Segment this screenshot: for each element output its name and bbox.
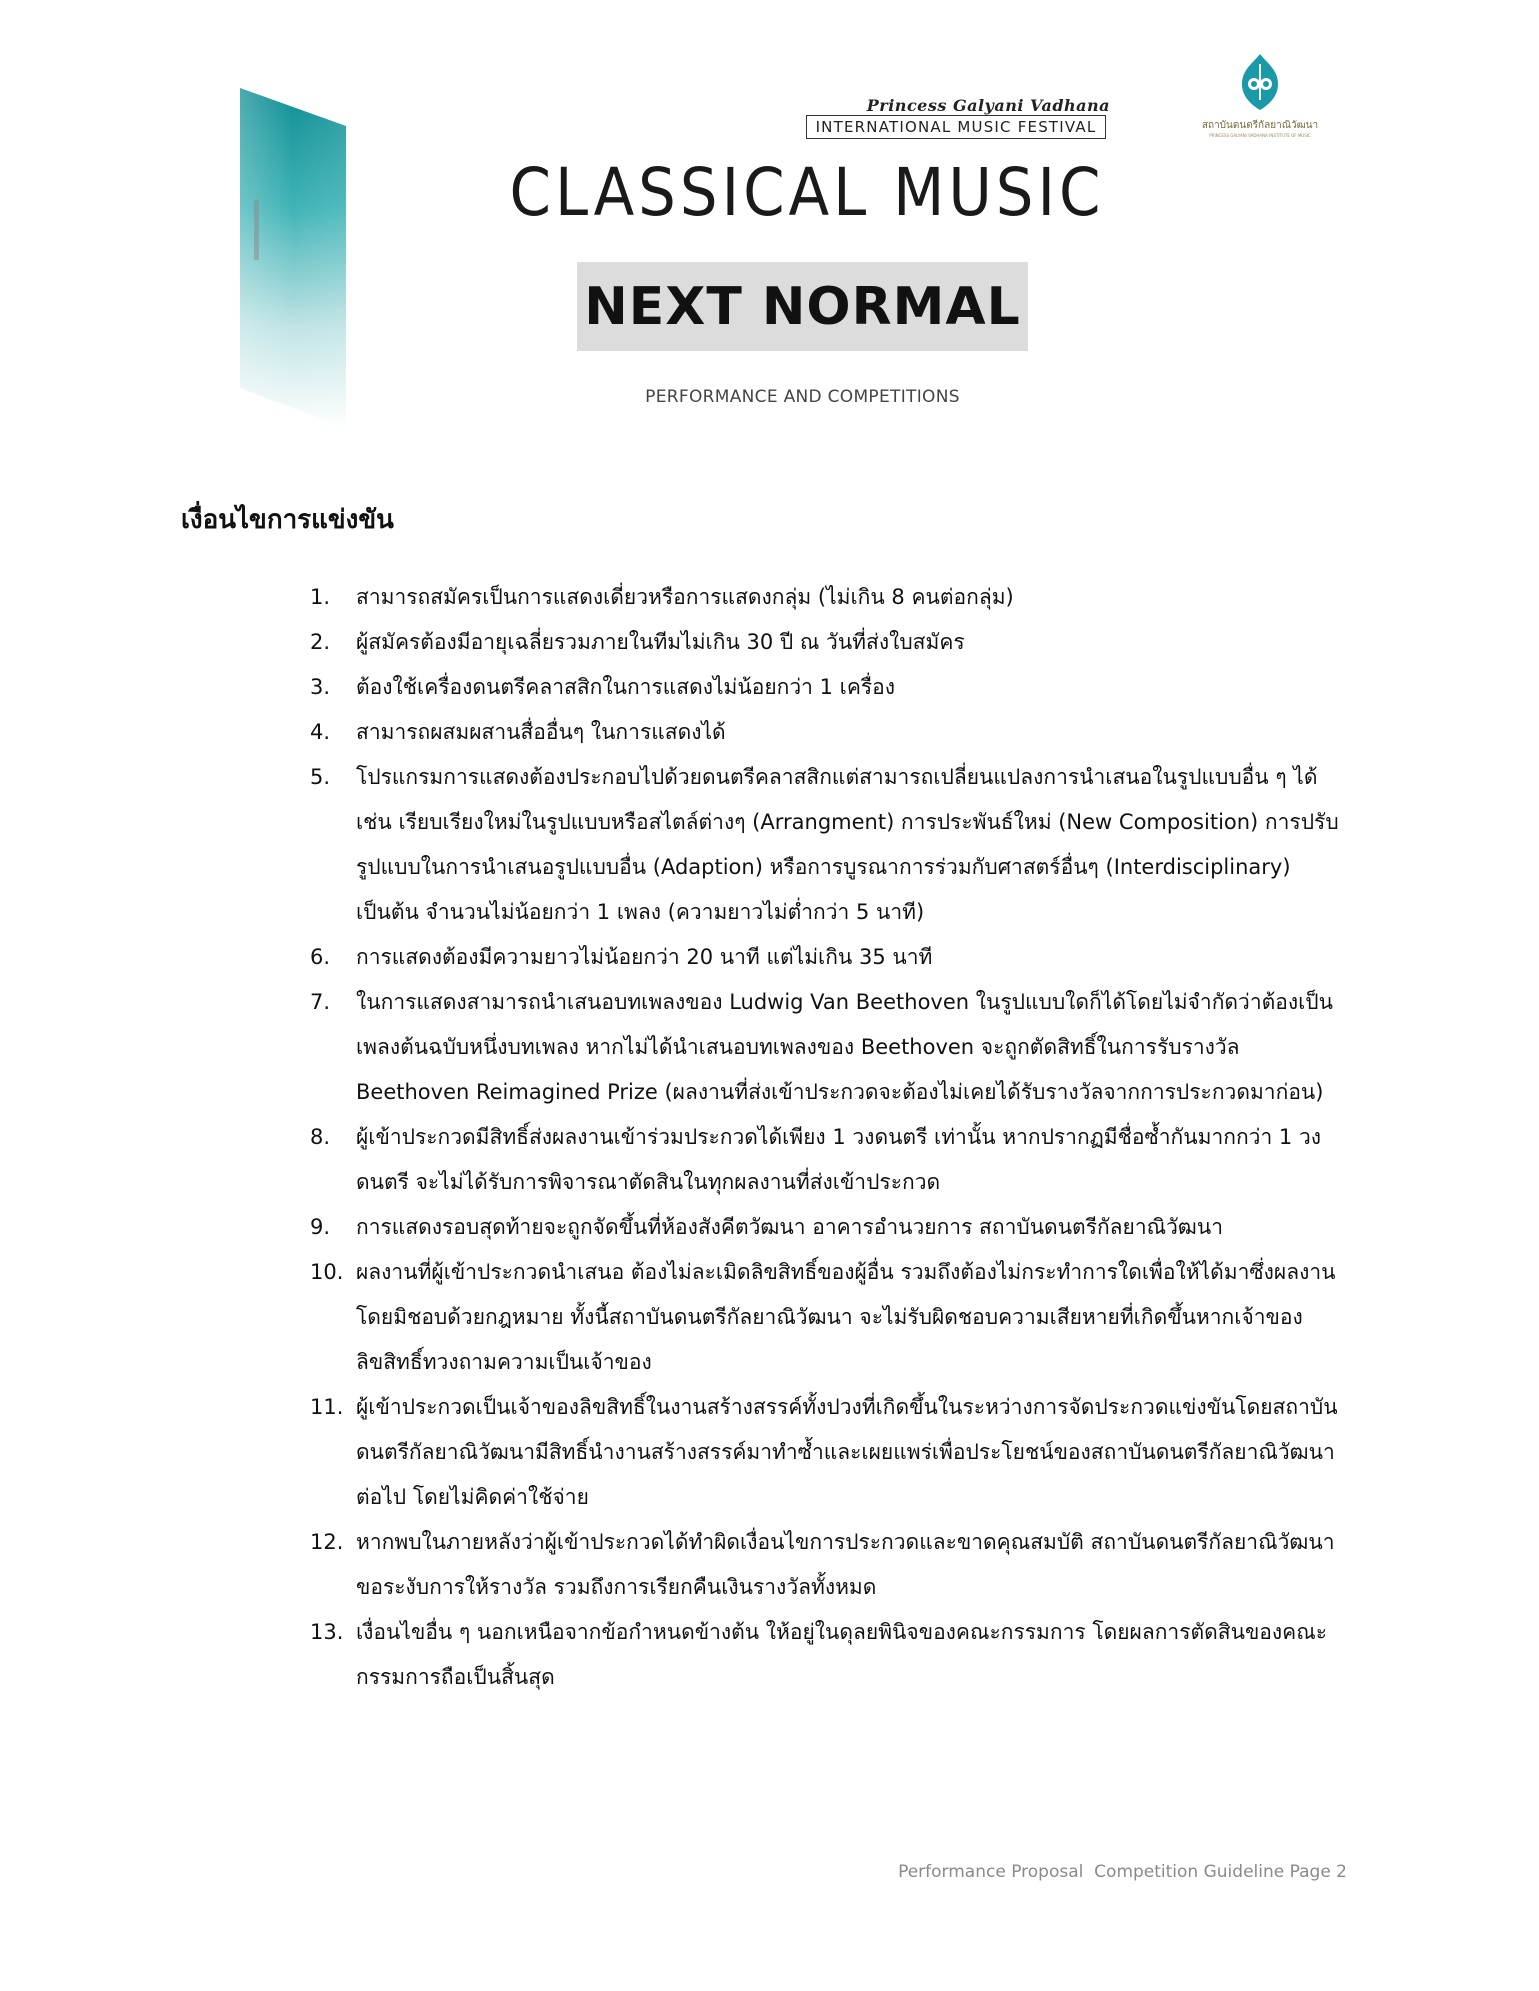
- page-title: CLASSICAL MUSIC: [509, 154, 1105, 231]
- rule-number: 11.: [310, 1395, 344, 1419]
- rule-item: [310, 1520, 1350, 1610]
- festival-name: INTERNATIONAL MUSIC FESTIVAL: [806, 115, 1106, 139]
- rule-text: สามารถสมัครเป็นการแสดงเดี่ยวหรือการแสดงกลุ่ม (ไม่เกิน 8 คนต่อกลุ่ม): [356, 585, 1014, 609]
- rule-text: การแสดงต้องมีความยาวไม่น้อยกว่า 20 นาที แต่ไม่เกิน 35 นาที: [356, 945, 933, 969]
- rule-number: 1.: [310, 585, 331, 609]
- rule-text: สามารถผสมผสานสื่ออื่นๆ ในการแสดงได้: [356, 720, 726, 744]
- rule-item: [310, 1250, 1350, 1385]
- rule-number: 8.: [310, 1125, 331, 1149]
- rule-item: [310, 710, 1350, 755]
- rule-text: ผลงานที่ผู้เข้าประกวดนำเสนอ ต้องไม่ละเมิดลิขสิทธิ์ของผู้อื่น รวมถึงต้องไม่กระทำการใดเพื่อให้ได้มาซึ่งผลงานโดยมิชอบด้วยกฎหมาย ทั้งนี้สถาบันดนตรีกัลยาณิวัฒนา จะไม่รับผิดชอบความเสียหายที่เกิดขึ้นหากเจ้าของลิขสิทธิ์ทวงถามความเป็นเจ้าของ: [356, 1260, 1336, 1374]
- rule-item: [310, 980, 1350, 1115]
- institute-emblem-icon: [1230, 52, 1290, 112]
- festival-script-name: Princess Galyani Vadhana: [866, 96, 1110, 115]
- rule-text: ผู้สมัครต้องมีอายุเฉลี่ยรวมภายในทีมไม่เกิน 30 ปี ณ วันที่ส่งใบสมัคร: [356, 630, 965, 654]
- rule-text: การแสดงรอบสุดท้ายจะถูกจัดขึ้นที่ห้องสังคีตวัฒนา อาคารอำนวยการ สถาบันดนตรีกัลยาณิวัฒนา: [356, 1215, 1224, 1239]
- rule-number: 9.: [310, 1215, 331, 1239]
- rule-number: 7.: [310, 990, 331, 1014]
- page-footer: Performance Proposal Competition Guideline Page 2: [898, 1862, 1347, 1882]
- rule-number: 4.: [310, 720, 331, 744]
- page-subtitle: PERFORMANCE AND COMPETITIONS: [645, 387, 960, 407]
- title-banner-text: NEXT NORMAL: [584, 276, 1021, 337]
- rule-number: 3.: [310, 675, 331, 699]
- rule-text: ต้องใช้เครื่องดนตรีคลาสสิกในการแสดงไม่น้อยกว่า 1 เครื่อง: [356, 675, 896, 699]
- rule-number: 6.: [310, 945, 331, 969]
- rule-number: 13.: [310, 1620, 344, 1644]
- rule-number: 5.: [310, 765, 331, 789]
- festival-logo: [796, 96, 1116, 139]
- decorative-panel: [240, 88, 346, 428]
- rule-item: [310, 575, 1350, 620]
- rule-item: [310, 1610, 1350, 1700]
- rule-text: โปรแกรมการแสดงต้องประกอบไปด้วยดนตรีคลาสสิกแต่สามารถเปลี่ยนแปลงการนำเสนอในรูปแบบอื่น ๆ ได้ เช่น เรียบเรียงใหม่ในรูปแบบหรือสไตล์ต่างๆ (Arrangment) การประพันธ์ใหม่ (New Composition) การปรับรูปแบบในการนำเสนอรูปแบบอื่น (Adaption) หรือการบูรณาการร่วมกับศาสตร์อื่นๆ (Interdisciplinary) เป็นต้น จำนวนไม่น้อยกว่า 1 เพลง (ความยาวไม่ต่ำกว่า 5 นาที): [356, 765, 1339, 924]
- rule-text: เงื่อนไขอื่น ๆ นอกเหนือจากข้อกำหนดข้างต้น ให้อยู่ในดุลยพินิจของคณะกรรมการ โดยผลการตัดสินของคณะกรรมการถือเป็นสิ้นสุด: [356, 1620, 1327, 1689]
- rule-item: [310, 1385, 1350, 1520]
- rule-text: ผู้เข้าประกวดเป็นเจ้าของลิขสิทธิ์ในงานสร้างสรรค์ทั้งปวงที่เกิดขึ้นในระหว่างการจัดประกวดแข่งขันโดยสถาบันดนตรีกัลยาณิวัฒนามีสิทธิ์นำงานสร้างสรรค์มาทำซ้ำและเผยแพร่เพื่อประโยชน์ของสถาบันดนตรีกัลยาณิวัฒนาต่อไป โดยไม่คิดค่าใช้จ่าย: [356, 1395, 1338, 1509]
- institute-name: สถาบันดนตรีกัลยาณิวัฒนา: [1201, 120, 1319, 131]
- rule-item: [310, 1205, 1350, 1250]
- rule-item: [310, 665, 1350, 710]
- rule-number: 2.: [310, 630, 331, 654]
- institute-logo: [1198, 52, 1322, 138]
- rule-text: หากพบในภายหลังว่าผู้เข้าประกวดได้ทำผิดเงื่อนไขการประกวดและขาดคุณสมบัติ สถาบันดนตรีกัลยาณิวัฒนา ขอระงับการให้รางวัล รวมถึงการเรียกคืนเงินรางวัลทั้งหมด: [356, 1530, 1335, 1599]
- rule-item: [310, 1115, 1350, 1205]
- rule-item: [310, 755, 1350, 935]
- title-banner: [577, 262, 1028, 351]
- section-heading: เงื่อนไขการแข่งขัน: [181, 505, 394, 535]
- rules-list: [310, 575, 1350, 1700]
- rule-item: [310, 935, 1350, 980]
- rule-text: ผู้เข้าประกวดมีสิทธิ์ส่งผลงานเข้าร่วมประกวดได้เพียง 1 วงดนตรี เท่านั้น หากปรากฏมีชื่อซ้ำกันมากกว่า 1 วงดนตรี จะไม่ได้รับการพิจารณาตัดสินในทุกผลงานที่ส่งเข้าประกวด: [356, 1125, 1322, 1194]
- rule-text: ในการแสดงสามารถนำเสนอบทเพลงของ Ludwig Van Beethoven ในรูปแบบใดก็ได้โดยไม่จำกัดว่าต้องเป็นเพลงต้นฉบับหนึ่งบทเพลง หากไม่ได้นำเสนอบทเพลงของ Beethoven จะถูกตัดสิทธิ์ในการรับรางวัล Beethoven Reimagined Prize (ผลงานที่ส่งเข้าประกวดจะต้องไม่เคยได้รับรางวัลจากการประกวดมาก่อน): [356, 990, 1333, 1104]
- rule-item: [310, 620, 1350, 665]
- institute-name-en: PRINCESS GALYANI VADHANA INSTITUTE OF MUSIC: [1209, 133, 1311, 138]
- rule-number: 12.: [310, 1530, 344, 1554]
- rule-number: 10.: [310, 1260, 344, 1284]
